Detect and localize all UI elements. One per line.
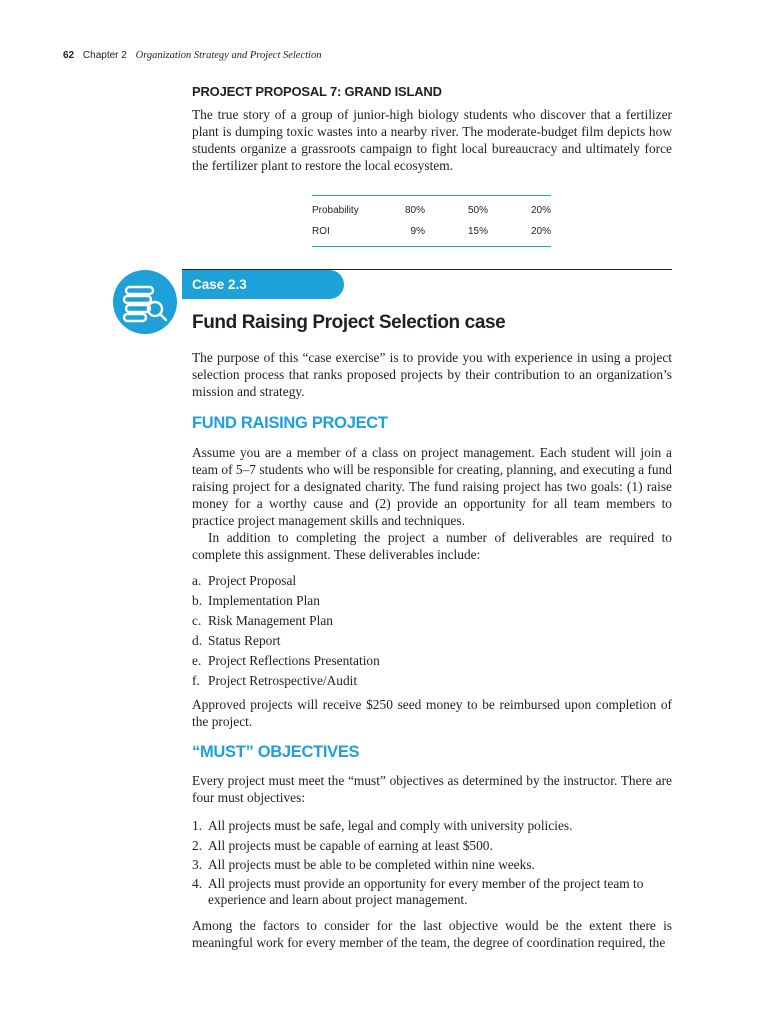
list-item: 4. All projects must provide an opportunity for every member of the project team to experience and learn about project management. — [192, 875, 644, 907]
proposal-heading: PROJECT PROPOSAL 7: GRAND ISLAND — [192, 84, 442, 99]
must-intro: Every project must meet the “must” objectives as determined by the instructor. There are four must objectives: — [192, 773, 672, 805]
list-item: f. Project Retrospective/Audit — [192, 673, 358, 688]
list-item: d. Status Report — [192, 633, 281, 648]
case-tab: Case 2.3 — [182, 270, 344, 299]
deliverables-list — [192, 571, 380, 691]
list-item: a. Project Proposal — [192, 573, 297, 588]
fund-raising-heading: FUND RAISING PROJECT — [192, 414, 388, 432]
list-item: b. Implementation Plan — [192, 593, 320, 608]
table-cell: 80% — [404, 205, 425, 216]
approved-note: Approved projects will receive $250 seed money to be reimbursed upon completion of the project. — [192, 697, 672, 729]
list-item: c. Risk Management Plan — [192, 613, 333, 628]
list-item: e. Project Reflections Presentation — [192, 653, 380, 668]
table-cell: 20% — [530, 205, 551, 216]
row-label: Probability — [312, 205, 359, 216]
table-cell: 20% — [530, 226, 551, 237]
table-row — [312, 221, 551, 247]
case-purpose: The purpose of this “case exercise” is to provide you with experience in using a project selection process that ranks proposed projects by their contribution to an organization’s mission and strategy. — [192, 350, 672, 399]
table-cell: 9% — [410, 226, 425, 237]
chapter-title: Organization Strategy and Project Selection — [135, 50, 322, 61]
books-magnifier-icon — [113, 270, 177, 334]
running-header — [63, 50, 321, 61]
must-objectives-heading: “MUST” OBJECTIVES — [192, 743, 360, 761]
table-cell: 50% — [467, 205, 488, 216]
chapter-label: Chapter 2 — [82, 50, 127, 61]
fund-raising-paragraph: Assume you are a member of a class on project management. Each student will join a team of 5–7 students who will be responsible for creating, planning, and executing a fund raising project for a designated charity. The fund raising project has two goals: (1) raise money for a worthy cause and (2) provide an opportunity for all team members to practice project management skills and techniques. — [192, 445, 672, 528]
list-item: 2. All projects must be capable of earning at least $500. — [192, 837, 493, 853]
row-label: ROI — [312, 226, 330, 237]
proposal-body: The true story of a group of junior-high biology students who discover that a fertilizer plant is dumping toxic wastes into a nearby river. The moderate-budget film depicts how students organize a grassroots campaign to fight local bureaucracy and ultimately force the fertilizer plant to restore the local ecosystem. — [192, 107, 672, 173]
list-item: 1. All projects must be safe, legal and comply with university policies. — [192, 818, 573, 833]
deliverables-intro: In addition to completing the project a number of deliverables are required to complete this assignment. These deliverables include: — [192, 530, 672, 562]
list-item: 3. All projects must be able to be completed within nine weeks. — [192, 857, 535, 872]
closing-paragraph: Among the factors to consider for the last objective would be the extent there is meaningful work for every member of the team, the degree of coordination required, the — [192, 918, 672, 950]
case-title: Fund Raising Project Selection case — [192, 312, 506, 333]
table-cell: 15% — [467, 226, 488, 237]
page-number: 62 — [63, 50, 75, 61]
table-row — [312, 196, 551, 222]
probability-roi-table — [312, 195, 551, 247]
must-objectives-list — [192, 816, 672, 908]
